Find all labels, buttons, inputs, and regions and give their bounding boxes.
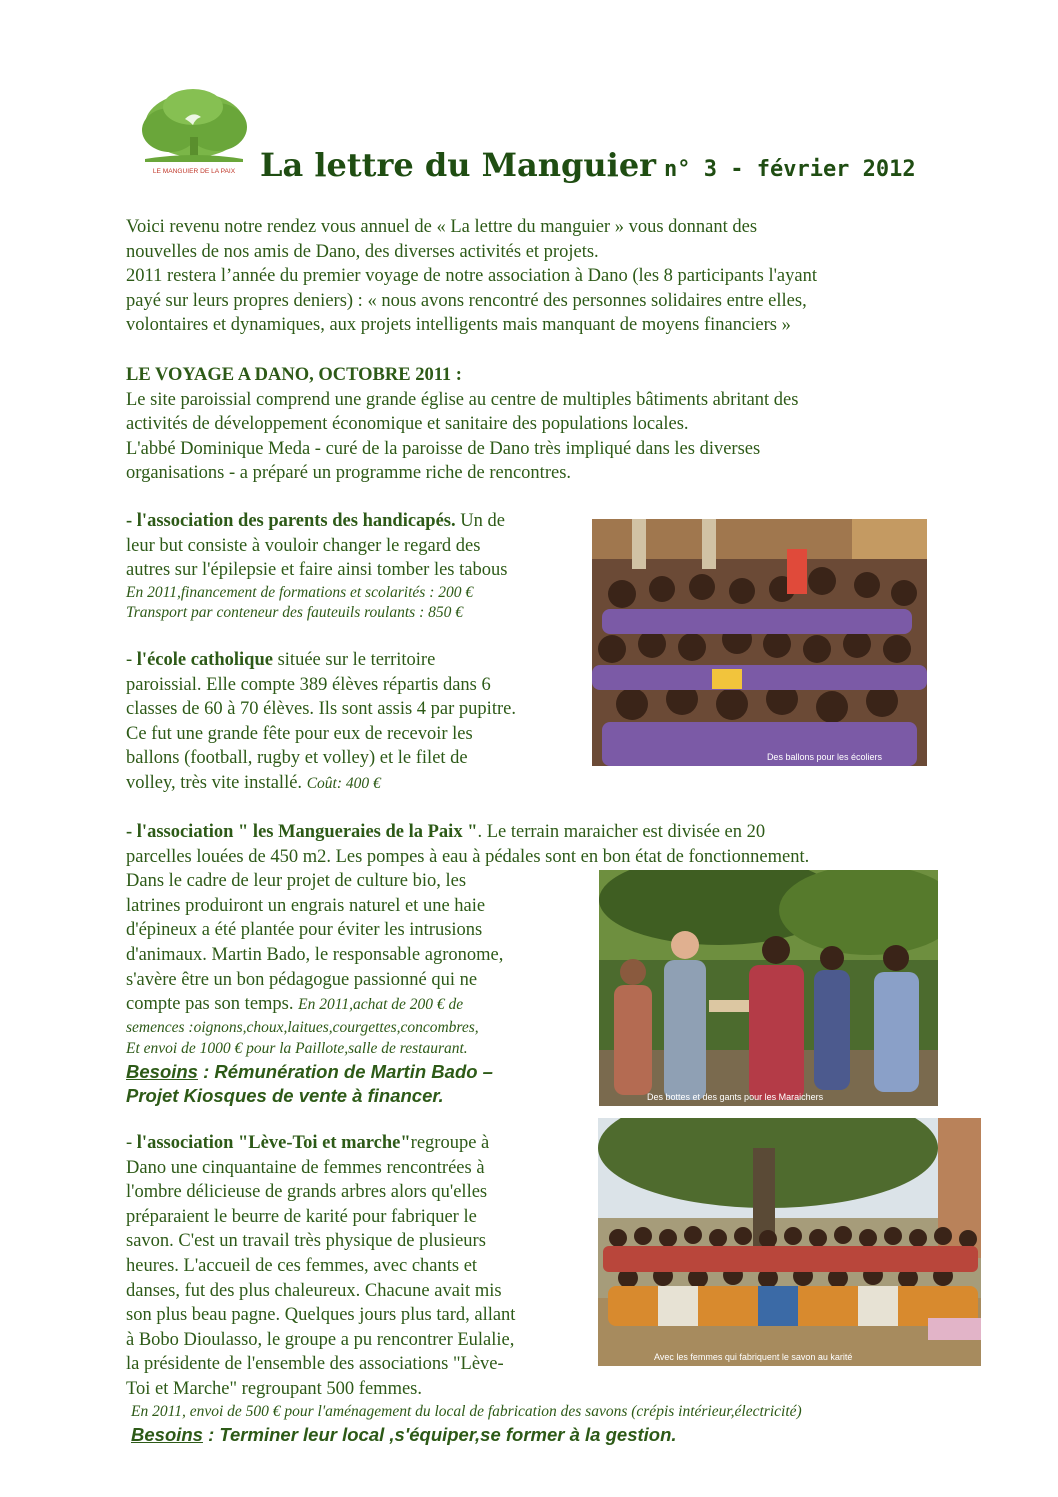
intro-line: Voici revenu notre rendez vous annuel de « La lettre du manguier » vous donnant des	[126, 217, 758, 237]
voyage-section	[126, 363, 798, 486]
levetoi-line: savon. C'est un travail très physique de plusieurs	[126, 1231, 486, 1252]
ecole-prefix: -	[126, 650, 137, 670]
photo-women-group	[598, 1118, 981, 1366]
photo-caption: Avec les femmes qui fabriquent le savon au karité	[654, 1352, 853, 1362]
levetoi-needs	[131, 1423, 677, 1447]
mangueraies-line: Dans le cadre de leur projet de culture bio, les	[126, 871, 467, 892]
ecole-section	[126, 648, 516, 797]
photo-maraichers	[599, 870, 938, 1106]
mangueraies-cost: semences :oignons,choux,laitues,courgettes,concombres,	[126, 1018, 479, 1036]
mangueraies-cost: Et envoi de 1000 € pour la Paillote,salle de restaurant.	[126, 1039, 468, 1057]
schoolchildren-image	[592, 519, 927, 766]
women-group-image	[598, 1118, 981, 1366]
mangueraies-title: - l'association " les Mangueraies de la Paix "	[126, 822, 478, 842]
needs-text: : Rémunération de Martin Bado –	[197, 1060, 493, 1082]
intro-paragraph	[126, 215, 817, 338]
mangueraies-cost: En 2011,achat de 200 € de	[298, 996, 464, 1014]
levetoi-line: à Bobo Dioulasso, le groupe a pu rencontrer Eulalie,	[126, 1329, 515, 1350]
levetoi-line: la présidente de l'ensemble des associations "Lève-	[126, 1354, 504, 1375]
levetoi-section	[126, 1131, 515, 1402]
levetoi-line: heures. L'accueil de ces femmes, avec chants et	[126, 1255, 478, 1276]
intro-line: 2011 restera l’année du premier voyage de notre association à Dano (les 8 participants l'ayant	[126, 266, 817, 287]
handicapes-title: - l'association des parents des handicapés.	[126, 511, 456, 531]
handicapes-text: Un de	[455, 511, 505, 531]
levetoi-line: son plus beau pagne. Quelques jours plus tard, allant	[126, 1305, 516, 1326]
issue-number: n° 3 - février 2012	[664, 157, 916, 182]
ecole-title: l'école catholique	[136, 650, 273, 670]
ecole-line: ballons (football, rugby et volley) et le filet de	[126, 748, 468, 769]
ecole-line: volley, très vite installé.	[126, 772, 307, 793]
ecole-line: paroissial. Elle compte 389 élèves répartis dans 6	[126, 674, 491, 695]
ecole-text: située sur le territoire	[272, 650, 436, 670]
intro-line: volontaires et dynamiques, aux projets intelligents mais manquant de moyens financiers »	[126, 315, 791, 336]
voyage-line: Le site paroissial comprend une grande église au centre de multiples bâtiments abritant des	[126, 389, 799, 410]
handicapes-line: autres sur l'épilepsie et faire ainsi tomber les tabous	[126, 560, 508, 581]
intro-line: nouvelles de nos amis de Dano, des diverses activités et projets.	[126, 241, 599, 262]
levetoi-text: regroupe à	[410, 1133, 490, 1153]
logo	[135, 85, 253, 181]
logo-text: LE MANGUIER DE LA PAIX	[152, 168, 236, 175]
photo-caption: Des bottes et des gants pour les Maraichers	[647, 1092, 824, 1102]
photo-schoolchildren	[592, 519, 927, 766]
levetoi-line: Toi et Marche" regroupant 500 femmes.	[126, 1378, 422, 1399]
mangueraies-text: . Le terrain maraicher est divisée en 20	[477, 822, 766, 842]
mango-tree-logo-icon	[135, 85, 253, 181]
levetoi-cost: En 2011, envoi de 500 € pour l'aménagement du local de fabrication des savons (crépis intérieur,électricité)	[131, 1403, 802, 1420]
levetoi-line: danses, fut des plus chaleureux. Chacune avait mis	[126, 1280, 502, 1301]
needs-text: Projet Kiosques de vente à financer.	[126, 1085, 444, 1107]
needs-text: : Terminer leur local ,s'équiper,se former à la gestion.	[202, 1424, 677, 1445]
levetoi-line: préparaient le beurre de karité pour fabriquer le	[126, 1206, 477, 1227]
mangueraies-line: d'épineux a été plantée pour éviter les intrusions	[126, 920, 483, 941]
handicapes-section	[126, 509, 507, 623]
handicapes-line: leur but consiste à vouloir changer le regard des	[126, 535, 481, 556]
mangueraies-line: latrines produiront un engrais naturel et une haie	[126, 895, 486, 916]
levetoi-line: Dano une cinquantaine de femmes rencontrées à	[126, 1157, 485, 1178]
newsletter-title: La lettre du Manguier	[260, 146, 657, 184]
handicapes-cost: Transport par conteneur des fauteuils roulants : 850 €	[126, 603, 463, 621]
handicapes-cost: En 2011,financement de formations et scolarités : 200 €	[126, 583, 474, 601]
ecole-cost: Coût: 400 €	[306, 774, 381, 792]
mangueraies-line: s'avère être un bon pédagogue passionné qui ne	[126, 969, 478, 990]
mangueraies-line: compte pas son temps.	[126, 994, 299, 1015]
ecole-line: Ce fut une grande fête pour eux de recevoir les	[126, 723, 473, 744]
levetoi-title: l'association "Lève-Toi et marche"	[136, 1133, 411, 1153]
mangueraies-line: d'animaux. Martin Bado, le responsable agronome,	[126, 944, 504, 965]
levetoi-line: l'ombre délicieuse de grands arbres alors qu'elles	[126, 1182, 488, 1203]
ecole-line: classes de 60 à 70 élèves. Ils sont assis 4 par pupitre.	[126, 699, 516, 720]
voyage-line: activités de développement économique et sanitaire des populations locales.	[126, 414, 689, 435]
maraichers-image	[599, 870, 938, 1106]
voyage-line: L'abbé Dominique Meda - curé de la paroisse de Dano très impliqué dans les diverses	[126, 438, 761, 459]
levetoi-prefix: -	[126, 1133, 137, 1153]
photo-caption: Des ballons pour les écoliers	[766, 752, 882, 762]
intro-line: payé sur leurs propres deniers) : « nous avons rencontré des personnes solidaires entre elles,	[126, 290, 807, 311]
voyage-line: organisations - a préparé un programme riche de rencontres.	[126, 463, 572, 484]
needs-label: Besoins	[126, 1060, 198, 1082]
mangueraies-line: parcelles louées de 450 m2. Les pompes à eau à pédales sont en bon état de fonctionnement.	[126, 846, 810, 867]
voyage-heading: LE VOYAGE A DANO, OCTOBRE 2011 :	[126, 365, 462, 385]
needs-label: Besoins	[131, 1424, 203, 1445]
